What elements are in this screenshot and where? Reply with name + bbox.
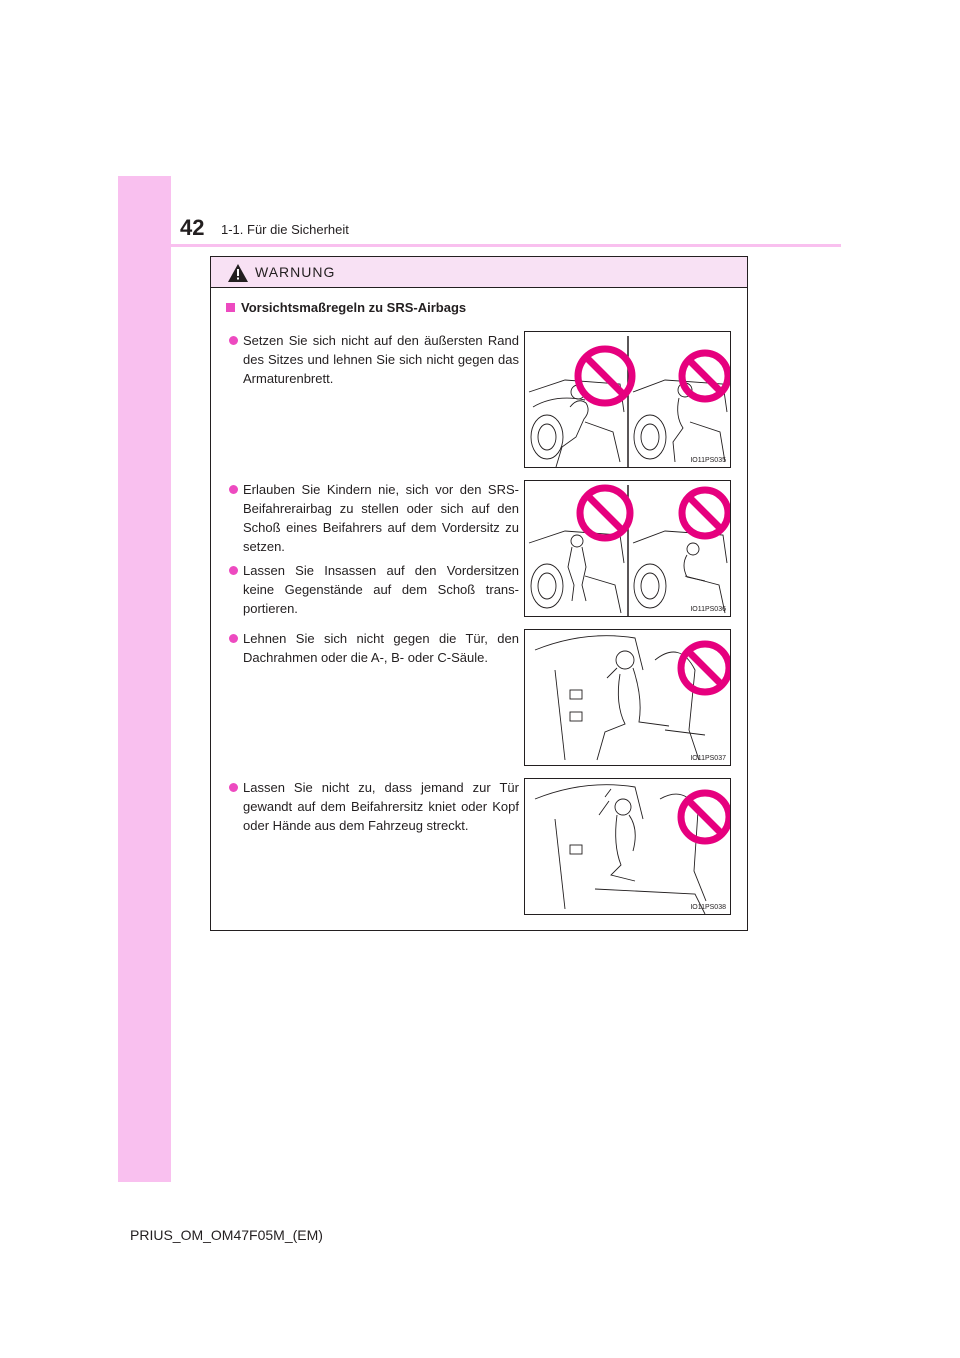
section-title: 1-1. Für die Sicherheit: [221, 222, 349, 237]
prohibition-icon: [682, 490, 728, 536]
figure-code: IO11PS035: [690, 457, 726, 464]
prohibition-icon: [578, 349, 632, 403]
illustration-drawing: [525, 779, 731, 915]
illustration-drawing: [525, 630, 731, 766]
bullet-text: Setzen Sie sich nicht auf den äußersten Rand des Sitzes und lehnen Sie sich nicht gegen das Armaturenbrett.: [243, 333, 519, 386]
page-number: 42: [180, 215, 205, 240]
bullet-item: [229, 778, 519, 835]
figure-code: IO11PS038: [690, 904, 726, 911]
illustration-kneeling-seat: [524, 778, 731, 915]
bullet-text: Lassen Sie nicht zu, dass jemand zur Tür gewandt auf dem Beifahrersitz kniet oder Kopf oder Hände aus dem Fahrzeug streckt.: [243, 780, 519, 833]
bullet-dot-icon: [229, 783, 238, 792]
illustration-child-passenger: [524, 480, 731, 617]
footer-doc-id: PRIUS_OM_OM47F05M_(EM): [130, 1227, 323, 1243]
illustration-drawing: [525, 332, 731, 468]
bullet-dot-icon: [229, 634, 238, 643]
bullet-item: [229, 561, 519, 618]
prohibition-icon: [681, 793, 729, 841]
section-heading-text: Vorsichtsmaßregeln zu SRS-Airbags: [241, 300, 467, 315]
bullet-text: Erlauben Sie Kindern nie, sich vor den SRS-Beifahrerairbag zu stellen oder sich auf den Schoß eines Beifahrers auf dem Vordersitz zu setzen.: [243, 482, 519, 554]
prohibition-icon: [681, 644, 729, 692]
warning-label: WARNUNG: [255, 264, 336, 280]
side-tab: [118, 176, 171, 1182]
header-rule: [118, 244, 841, 247]
bullet-dot-icon: [229, 566, 238, 575]
bullet-dot-icon: [229, 336, 238, 345]
bullet-text: Lehnen Sie sich nicht gegen die Tür, den Dachrahmen oder die A-, B- oder C-Säule.: [243, 631, 519, 665]
illustration-dashboard-lean: [524, 331, 731, 468]
bullet-item: [229, 480, 519, 556]
illustration-door-lean: [524, 629, 731, 766]
warning-box: [210, 256, 748, 931]
section-heading: [226, 300, 466, 315]
illustration-drawing: [525, 481, 731, 617]
prohibition-icon: [580, 488, 630, 538]
figure-code: IO11PS036: [690, 606, 726, 613]
bullet-text: Lassen Sie Insassen auf den Vordersitzen keine Gegenstände auf dem Schoß trans-portieren.: [243, 563, 519, 616]
bullet-item: [229, 629, 519, 667]
square-bullet-icon: [226, 303, 235, 312]
bullet-item: [229, 331, 519, 388]
warning-header: [211, 257, 747, 288]
warning-triangle-icon: [228, 264, 248, 282]
figure-code: IO11PS037: [690, 755, 726, 762]
prohibition-icon: [682, 353, 728, 399]
bullet-dot-icon: [229, 485, 238, 494]
